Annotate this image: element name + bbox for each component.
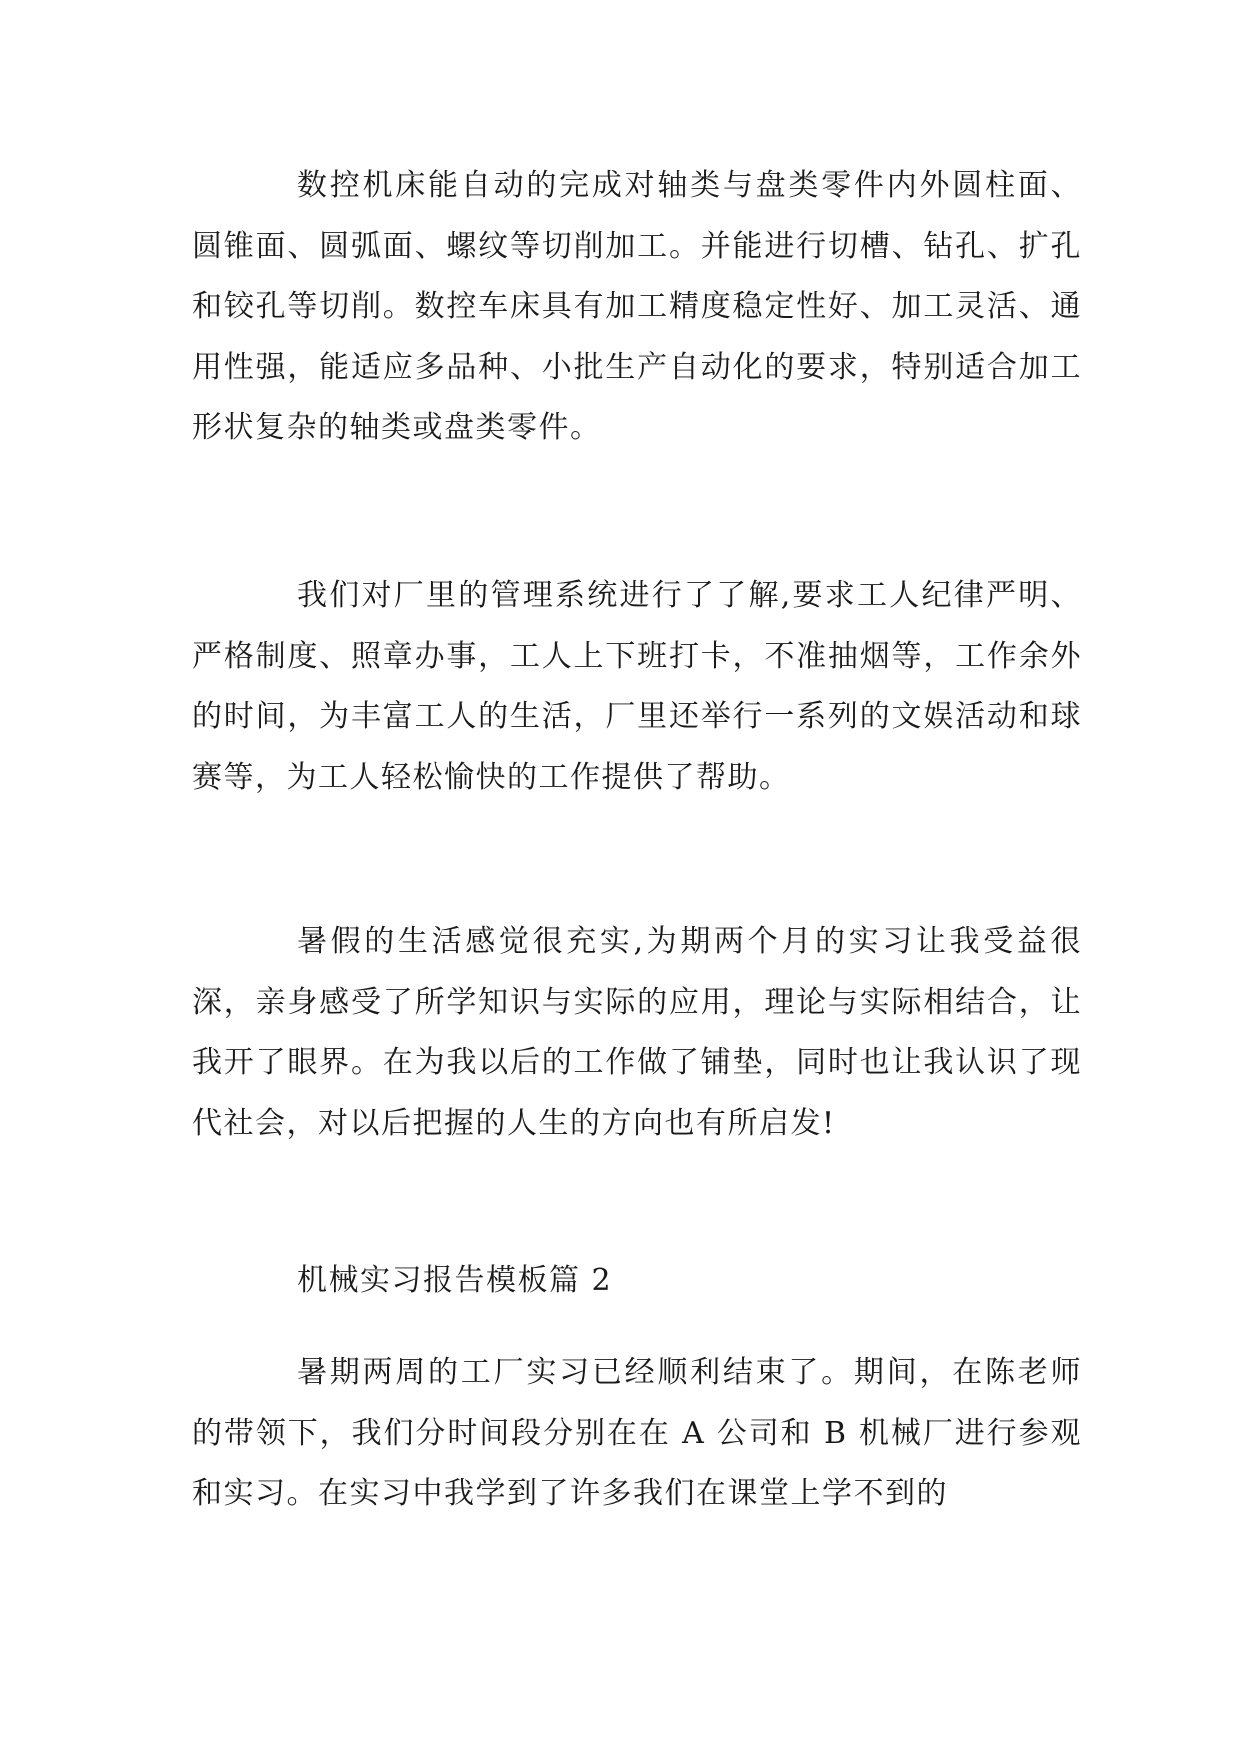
body-paragraph: 数控机床能自动的完成对轴类与盘类零件内外圆柱面、圆锥面、圆弧面、螺纹等切削加工。并能进行切槽、钻孔、扩孔和铰孔等切削。数控车床具有加工精度稳定性好、加工灵活、通用性强，能适应多品种、小批生产自动化的要求，特别适合加工形状复杂的轴类或盘类零件。 — [192, 168, 1082, 445]
body-paragraph: 暑期两周的工厂实习已经顺利结束了。期间，在陈老师的带领下，我们分时间段分别在在 A 公司和 B 机械厂进行参观和实习。在实习中我学到了许多我们在课堂上学不到的 — [192, 1355, 1082, 1511]
section-heading: 机械实习报告模板篇 2 — [297, 1263, 613, 1298]
body-paragraph: 我们对厂里的管理系统进行了了解,要求工人纪律严明、严格制度、照章办事，工人上下班打卡，不准抽烟等，工作余外的时间，为丰富工人的生活，厂里还举行一系列的文娱活动和球赛等，为工人轻松愉快的工作提供了帮助。 — [192, 578, 1082, 795]
body-paragraph: 暑假的生活感觉很充实,为期两个月的实习让我受益很深，亲身感受了所学知识与实际的应用，理论与实际相结合，让我开了眼界。在为我以后的工作做了铺垫，同时也让我认识了现代社会，对以后把握的人生的方向也有所启发! — [192, 924, 1082, 1141]
